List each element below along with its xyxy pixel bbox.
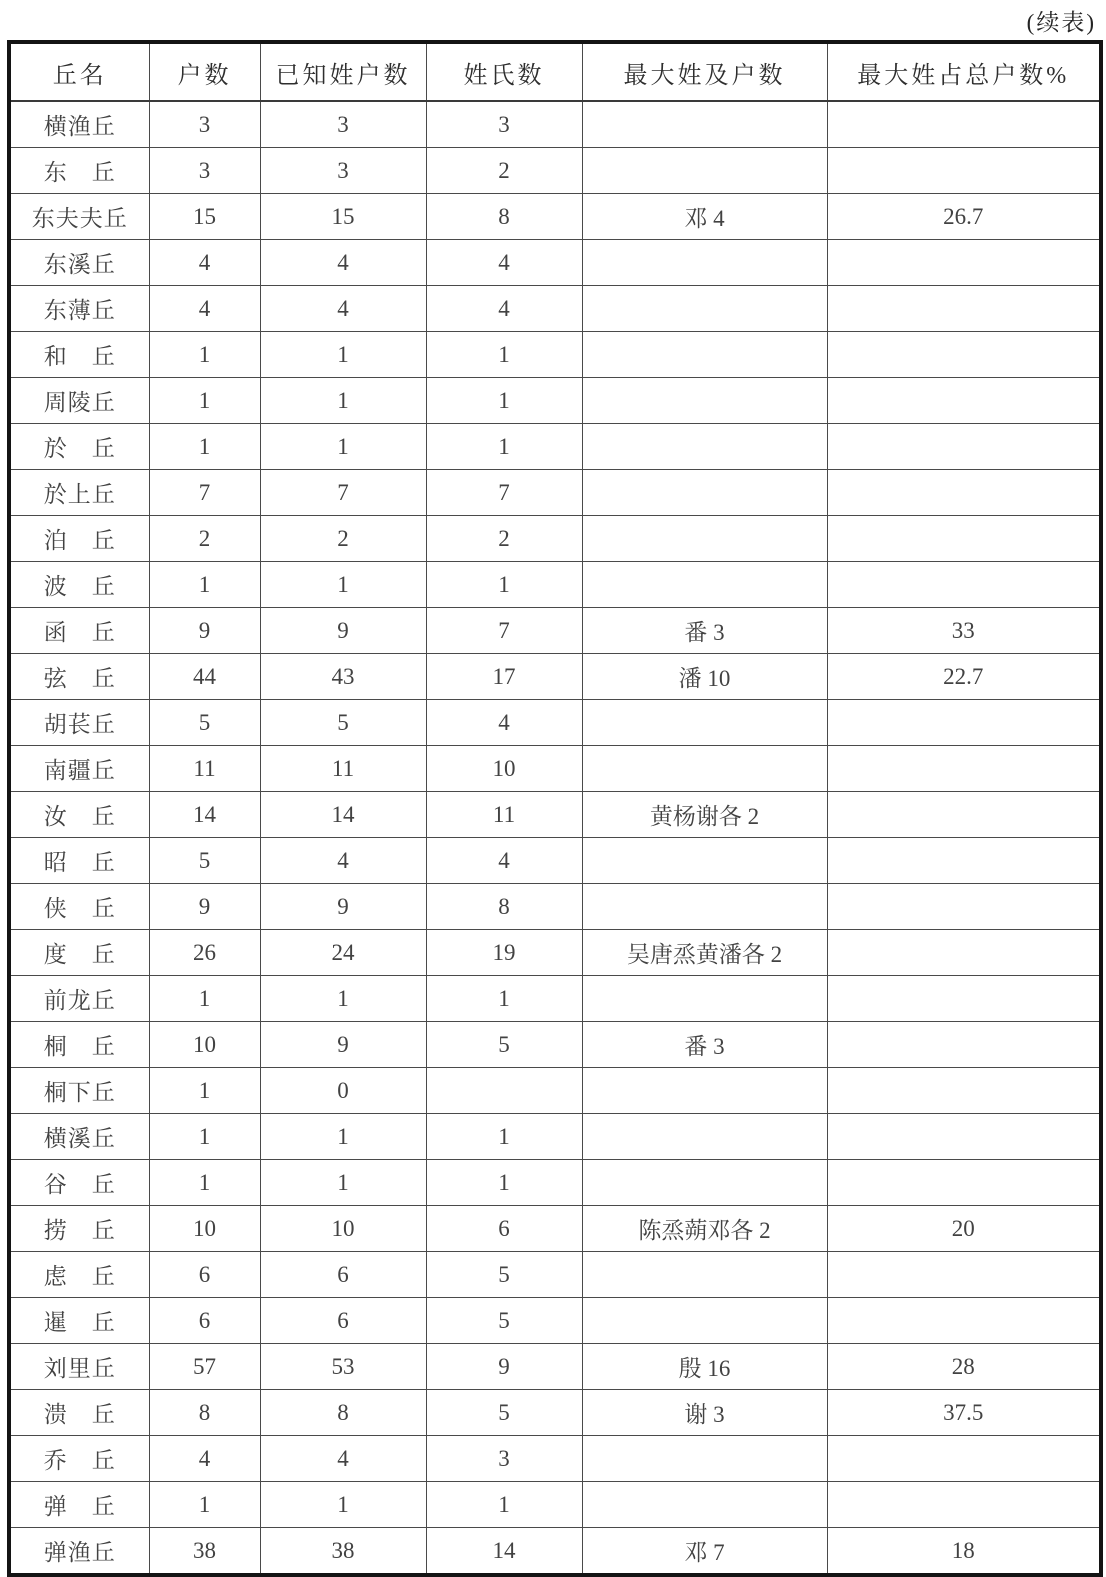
value-cell: 1 <box>149 424 260 470</box>
value-cell: 1 <box>149 562 260 608</box>
value-cell <box>827 562 1101 608</box>
mound-name-cell: 弹渔丘 <box>9 1528 149 1576</box>
mound-name-cell: 南疆丘 <box>9 746 149 792</box>
value-cell: 10 <box>260 1206 426 1252</box>
mound-name-cell: 刘里丘 <box>9 1344 149 1390</box>
value-cell <box>827 470 1101 516</box>
value-cell: 6 <box>260 1252 426 1298</box>
mound-name-cell: 昭 丘 <box>9 838 149 884</box>
value-cell: 1 <box>260 378 426 424</box>
value-cell: 7 <box>149 470 260 516</box>
value-cell: 53 <box>260 1344 426 1390</box>
mound-name-cell: 乔 丘 <box>9 1436 149 1482</box>
column-header-0: 丘名 <box>9 42 149 101</box>
value-cell: 番 3 <box>582 608 827 654</box>
table-row <box>9 1390 1101 1436</box>
value-cell <box>827 884 1101 930</box>
value-cell: 1 <box>149 976 260 1022</box>
value-cell: 4 <box>260 1436 426 1482</box>
table-row <box>9 792 1101 838</box>
value-cell: 1 <box>149 1482 260 1528</box>
table-row <box>9 1528 1101 1576</box>
value-cell: 9 <box>260 884 426 930</box>
value-cell: 7 <box>426 470 582 516</box>
value-cell: 38 <box>260 1528 426 1576</box>
value-cell: 4 <box>149 286 260 332</box>
value-cell: 3 <box>149 148 260 194</box>
table-row <box>9 1482 1101 1528</box>
value-cell <box>582 1114 827 1160</box>
table-row <box>9 1114 1101 1160</box>
value-cell: 3 <box>426 1436 582 1482</box>
table-row <box>9 378 1101 424</box>
value-cell: 4 <box>260 286 426 332</box>
value-cell: 4 <box>149 1436 260 1482</box>
mound-name-cell: 於上丘 <box>9 470 149 516</box>
value-cell: 37.5 <box>827 1390 1101 1436</box>
value-cell: 3 <box>426 101 582 148</box>
value-cell: 1 <box>260 562 426 608</box>
value-cell: 5 <box>426 1390 582 1436</box>
value-cell: 1 <box>149 1114 260 1160</box>
mound-name-cell: 波 丘 <box>9 562 149 608</box>
value-cell: 6 <box>149 1298 260 1344</box>
value-cell: 3 <box>260 101 426 148</box>
value-cell: 9 <box>260 608 426 654</box>
mound-name-cell: 和 丘 <box>9 332 149 378</box>
mound-name-cell: 弦 丘 <box>9 654 149 700</box>
value-cell: 33 <box>827 608 1101 654</box>
value-cell <box>827 516 1101 562</box>
value-cell: 4 <box>149 240 260 286</box>
value-cell: 1 <box>426 332 582 378</box>
mound-name-cell: 胡苌丘 <box>9 700 149 746</box>
mound-name-cell: 溃 丘 <box>9 1390 149 1436</box>
value-cell: 9 <box>149 608 260 654</box>
value-cell: 3 <box>260 148 426 194</box>
table-body <box>9 101 1101 1575</box>
value-cell: 18 <box>827 1528 1101 1576</box>
value-cell: 1 <box>426 378 582 424</box>
table-row <box>9 1160 1101 1206</box>
table-row <box>9 608 1101 654</box>
value-cell <box>827 1482 1101 1528</box>
table-row <box>9 194 1101 240</box>
mound-name-cell: 弹 丘 <box>9 1482 149 1528</box>
value-cell <box>582 700 827 746</box>
value-cell <box>582 1482 827 1528</box>
table-row <box>9 838 1101 884</box>
table-row <box>9 286 1101 332</box>
value-cell: 10 <box>426 746 582 792</box>
value-cell: 1 <box>426 976 582 1022</box>
value-cell: 11 <box>260 746 426 792</box>
value-cell: 10 <box>149 1206 260 1252</box>
column-header-1: 户数 <box>149 42 260 101</box>
value-cell <box>582 562 827 608</box>
value-cell <box>827 240 1101 286</box>
value-cell: 8 <box>426 194 582 240</box>
value-cell: 4 <box>426 286 582 332</box>
value-cell: 8 <box>426 884 582 930</box>
value-cell: 28 <box>827 1344 1101 1390</box>
value-cell <box>827 976 1101 1022</box>
value-cell: 17 <box>426 654 582 700</box>
table-row <box>9 516 1101 562</box>
table-row <box>9 562 1101 608</box>
value-cell: 14 <box>426 1528 582 1576</box>
mound-name-cell: 捞 丘 <box>9 1206 149 1252</box>
mound-name-cell: 东 丘 <box>9 148 149 194</box>
value-cell: 4 <box>426 700 582 746</box>
value-cell <box>582 148 827 194</box>
mound-name-cell: 东夫夫丘 <box>9 194 149 240</box>
value-cell: 吴唐烝黄潘各 2 <box>582 930 827 976</box>
table-row <box>9 240 1101 286</box>
value-cell <box>827 746 1101 792</box>
value-cell: 5 <box>260 700 426 746</box>
mound-name-cell: 前龙丘 <box>9 976 149 1022</box>
value-cell: 6 <box>149 1252 260 1298</box>
value-cell: 19 <box>426 930 582 976</box>
value-cell: 4 <box>260 240 426 286</box>
header-row <box>9 42 1101 101</box>
continuation-label: (续表) <box>1026 10 1096 35</box>
value-cell <box>827 838 1101 884</box>
value-cell: 4 <box>426 240 582 286</box>
value-cell: 1 <box>426 1160 582 1206</box>
value-cell: 9 <box>149 884 260 930</box>
table-row <box>9 1252 1101 1298</box>
table-row <box>9 1206 1101 1252</box>
value-cell: 20 <box>827 1206 1101 1252</box>
value-cell: 6 <box>260 1298 426 1344</box>
value-cell: 陈烝蒴邓各 2 <box>582 1206 827 1252</box>
value-cell <box>827 1114 1101 1160</box>
value-cell: 44 <box>149 654 260 700</box>
value-cell <box>827 792 1101 838</box>
value-cell: 10 <box>149 1022 260 1068</box>
value-cell <box>582 286 827 332</box>
table-header <box>9 42 1101 101</box>
value-cell: 潘 10 <box>582 654 827 700</box>
value-cell: 43 <box>260 654 426 700</box>
value-cell <box>827 700 1101 746</box>
value-cell <box>582 1436 827 1482</box>
table-row <box>9 470 1101 516</box>
table-row <box>9 700 1101 746</box>
value-cell <box>426 1068 582 1114</box>
value-cell: 1 <box>426 562 582 608</box>
value-cell <box>582 378 827 424</box>
column-header-5: 最大姓占总户数% <box>827 42 1101 101</box>
value-cell: 6 <box>426 1206 582 1252</box>
table-row <box>9 1298 1101 1344</box>
value-cell: 24 <box>260 930 426 976</box>
mound-name-cell: 汝 丘 <box>9 792 149 838</box>
value-cell: 1 <box>260 1114 426 1160</box>
table-row <box>9 746 1101 792</box>
value-cell: 15 <box>260 194 426 240</box>
value-cell: 3 <box>149 101 260 148</box>
value-cell: 殷 16 <box>582 1344 827 1390</box>
table-row <box>9 332 1101 378</box>
value-cell: 5 <box>426 1298 582 1344</box>
value-cell: 1 <box>149 332 260 378</box>
value-cell <box>582 240 827 286</box>
value-cell: 57 <box>149 1344 260 1390</box>
table-row <box>9 101 1101 148</box>
value-cell <box>827 1436 1101 1482</box>
value-cell <box>827 1068 1101 1114</box>
value-cell <box>582 1252 827 1298</box>
value-cell: 15 <box>149 194 260 240</box>
value-cell: 1 <box>260 1160 426 1206</box>
mound-name-cell: 於 丘 <box>9 424 149 470</box>
value-cell <box>582 470 827 516</box>
value-cell: 8 <box>149 1390 260 1436</box>
value-cell: 1 <box>149 1160 260 1206</box>
value-cell <box>827 1298 1101 1344</box>
value-cell: 4 <box>426 838 582 884</box>
value-cell <box>582 1298 827 1344</box>
value-cell: 14 <box>149 792 260 838</box>
value-cell: 26.7 <box>827 194 1101 240</box>
value-cell: 2 <box>426 148 582 194</box>
table-row <box>9 1344 1101 1390</box>
value-cell <box>582 1160 827 1206</box>
value-cell <box>827 1160 1101 1206</box>
value-cell: 1 <box>260 332 426 378</box>
value-cell: 5 <box>426 1022 582 1068</box>
value-cell <box>827 424 1101 470</box>
value-cell <box>582 332 827 378</box>
value-cell: 9 <box>260 1022 426 1068</box>
value-cell: 邓 4 <box>582 194 827 240</box>
value-cell: 26 <box>149 930 260 976</box>
value-cell <box>827 148 1101 194</box>
value-cell: 1 <box>426 424 582 470</box>
mound-name-cell: 暹 丘 <box>9 1298 149 1344</box>
mound-name-cell: 侠 丘 <box>9 884 149 930</box>
value-cell: 14 <box>260 792 426 838</box>
value-cell: 4 <box>260 838 426 884</box>
value-cell <box>827 1022 1101 1068</box>
table-row <box>9 1022 1101 1068</box>
table-row <box>9 976 1101 1022</box>
table-row <box>9 1436 1101 1482</box>
table-row <box>9 884 1101 930</box>
column-header-3: 姓氏数 <box>426 42 582 101</box>
value-cell <box>582 516 827 562</box>
value-cell: 1 <box>426 1114 582 1160</box>
value-cell <box>582 838 827 884</box>
value-cell: 邓 7 <box>582 1528 827 1576</box>
mound-name-cell: 东溪丘 <box>9 240 149 286</box>
value-cell: 1 <box>260 976 426 1022</box>
value-cell: 1 <box>260 424 426 470</box>
mound-name-cell: 东薄丘 <box>9 286 149 332</box>
table-row <box>9 1068 1101 1114</box>
value-cell: 9 <box>426 1344 582 1390</box>
value-cell: 7 <box>426 608 582 654</box>
column-header-4: 最大姓及户数 <box>582 42 827 101</box>
value-cell: 5 <box>426 1252 582 1298</box>
value-cell: 1 <box>149 1068 260 1114</box>
value-cell: 2 <box>260 516 426 562</box>
value-cell <box>582 1068 827 1114</box>
value-cell <box>827 332 1101 378</box>
value-cell: 7 <box>260 470 426 516</box>
value-cell <box>827 930 1101 976</box>
value-cell <box>827 378 1101 424</box>
table-row <box>9 424 1101 470</box>
value-cell <box>582 746 827 792</box>
mound-name-cell: 谷 丘 <box>9 1160 149 1206</box>
value-cell: 黄杨谢各 2 <box>582 792 827 838</box>
table-row <box>9 930 1101 976</box>
mound-name-cell: 横溪丘 <box>9 1114 149 1160</box>
column-header-2: 已知姓户数 <box>260 42 426 101</box>
mound-name-cell: 横渔丘 <box>9 101 149 148</box>
value-cell: 11 <box>149 746 260 792</box>
mound-name-cell: 函 丘 <box>9 608 149 654</box>
value-cell <box>827 286 1101 332</box>
value-cell: 番 3 <box>582 1022 827 1068</box>
value-cell: 0 <box>260 1068 426 1114</box>
mound-name-cell: 度 丘 <box>9 930 149 976</box>
value-cell: 22.7 <box>827 654 1101 700</box>
value-cell: 5 <box>149 700 260 746</box>
value-cell <box>827 1252 1101 1298</box>
mound-name-cell: 虑 丘 <box>9 1252 149 1298</box>
table-row <box>9 148 1101 194</box>
table-row <box>9 654 1101 700</box>
mound-name-cell: 桐 丘 <box>9 1022 149 1068</box>
value-cell: 2 <box>149 516 260 562</box>
surname-statistics-table <box>7 40 1103 1577</box>
value-cell: 11 <box>426 792 582 838</box>
value-cell: 2 <box>426 516 582 562</box>
value-cell <box>582 101 827 148</box>
value-cell: 8 <box>260 1390 426 1436</box>
value-cell: 5 <box>149 838 260 884</box>
mound-name-cell: 周陵丘 <box>9 378 149 424</box>
value-cell: 谢 3 <box>582 1390 827 1436</box>
value-cell: 1 <box>426 1482 582 1528</box>
value-cell <box>582 424 827 470</box>
value-cell <box>582 976 827 1022</box>
value-cell <box>582 884 827 930</box>
value-cell: 1 <box>149 378 260 424</box>
mound-name-cell: 桐下丘 <box>9 1068 149 1114</box>
mound-name-cell: 泊 丘 <box>9 516 149 562</box>
value-cell <box>827 101 1101 148</box>
value-cell: 38 <box>149 1528 260 1576</box>
value-cell: 1 <box>260 1482 426 1528</box>
